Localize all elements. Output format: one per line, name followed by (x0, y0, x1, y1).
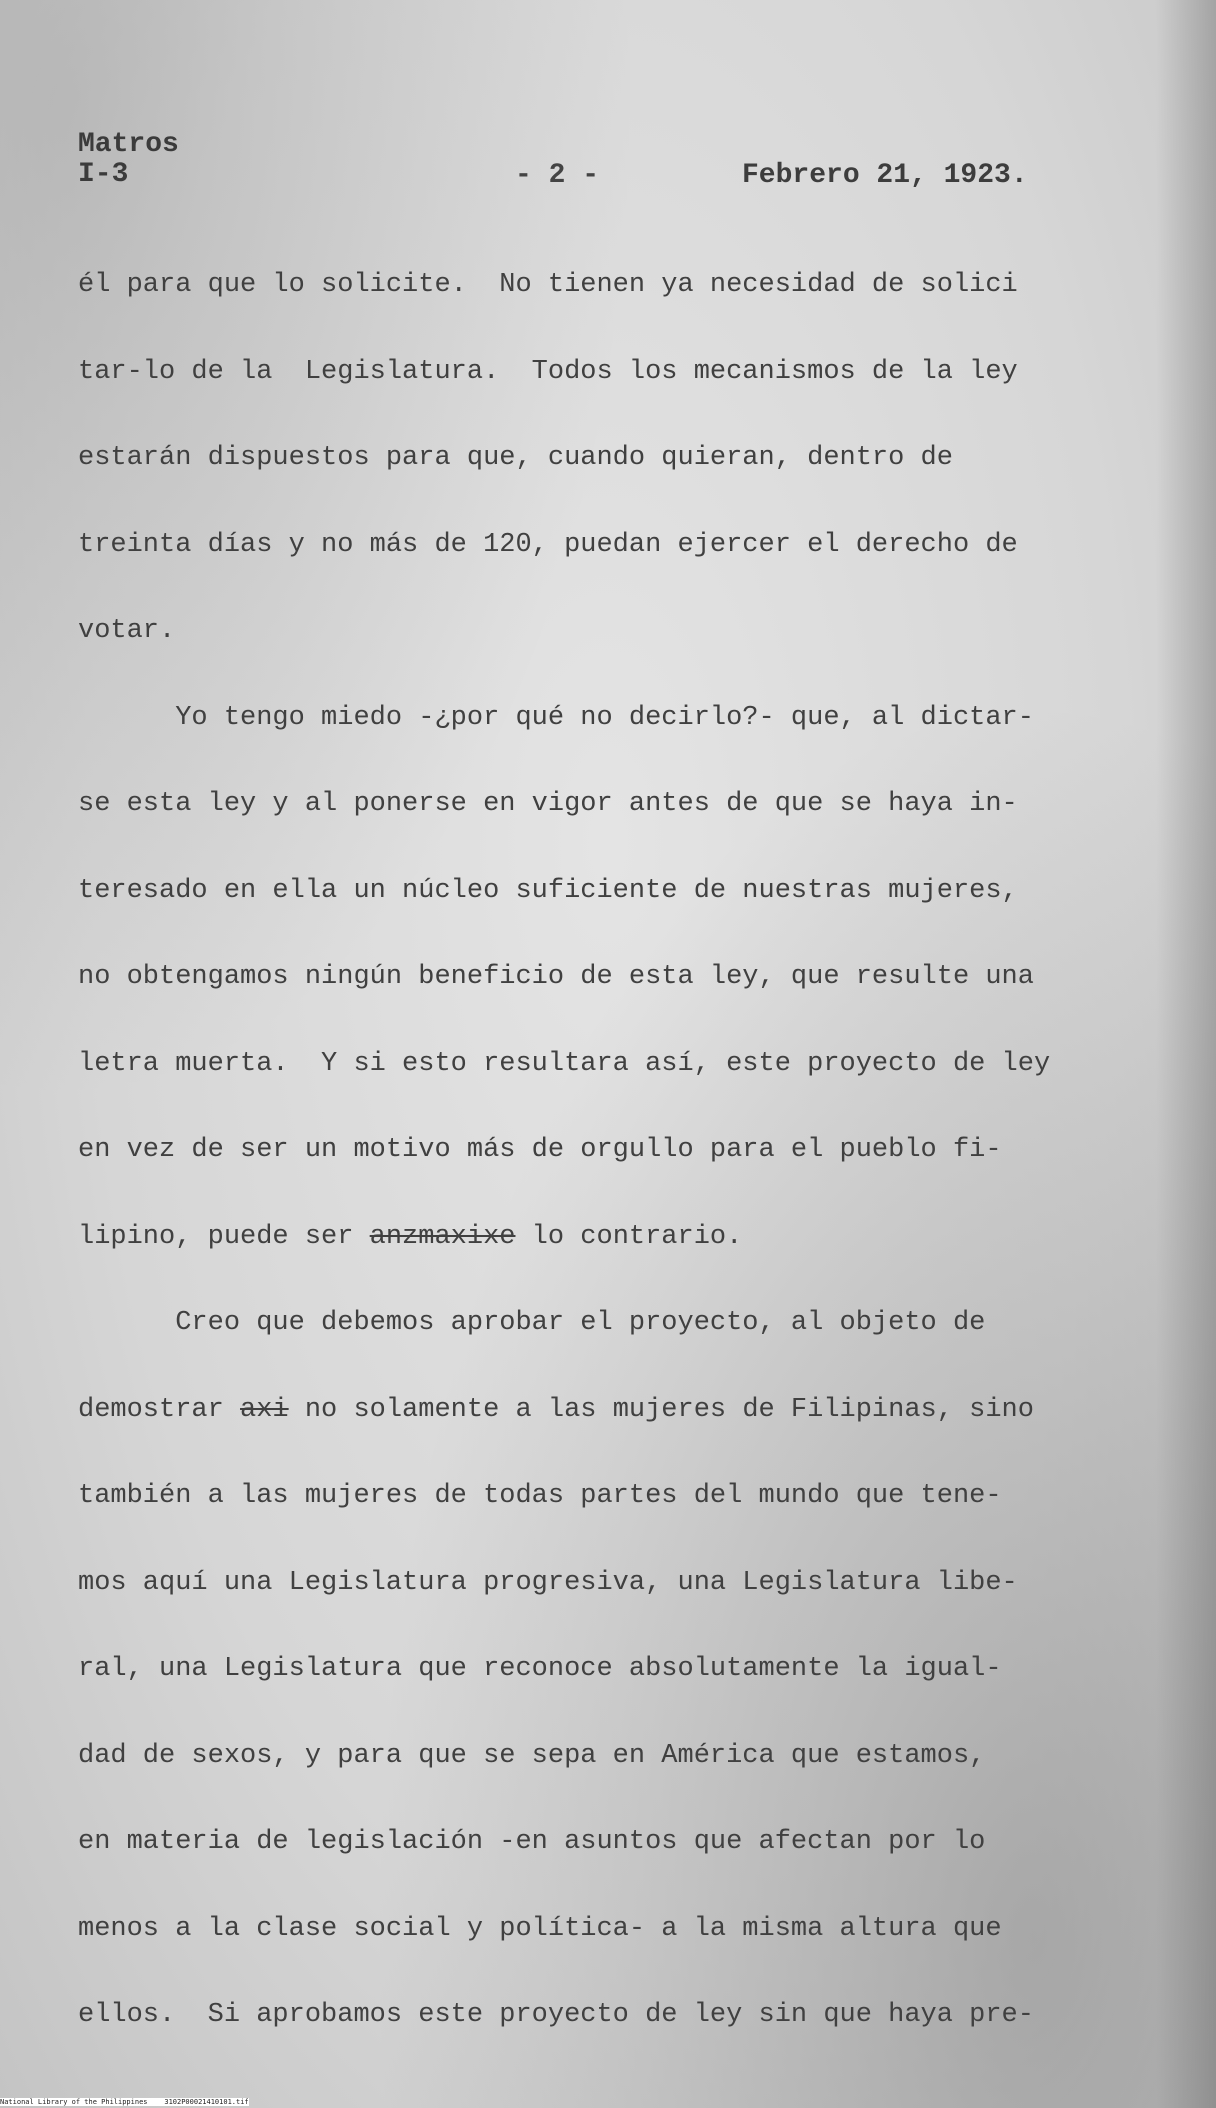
header-ref: I-3 (78, 159, 129, 190)
text-line: dad de sexos, y para que se sepa en América que estamos, (78, 1740, 986, 1771)
text-line: también a las mujeres de todas partes del mundo que tene- (78, 1481, 1002, 1511)
text-line: tar-lo de la Legislatura. Todos los mecanismos de la ley (78, 356, 1018, 387)
text-line: treinta días y no más de 120, puedan ejercer el derecho de (78, 529, 1018, 560)
text-line-struck (78, 1222, 1118, 1309)
struck-text: anzmaxixe (369, 1221, 516, 1252)
body-text (78, 270, 1118, 2087)
text-line: estarán dispuestos para que, cuando quieran, dentro de (78, 443, 953, 473)
text-line: ellos. Si aprobamos este proyecto de ley sin que haya pre- (78, 2000, 1034, 2030)
struck-text: axi (240, 1394, 289, 1425)
text-line: ral, una Legislatura que reconoce absolutamente la igual- (78, 1654, 1002, 1684)
text-line: en vez de ser un motivo más de orgullo para el pueblo fi- (78, 1135, 1002, 1165)
text-line: votar. (78, 616, 176, 646)
text-line: Yo tengo miedo -¿por qué no decirlo?- que, al dictar- (78, 702, 1034, 733)
page-number: - 2 - (515, 160, 600, 191)
text-line: en materia de legislación -en asuntos que afectan por lo (78, 1827, 986, 1857)
header-date: Febrero 21, 1923. (742, 160, 1028, 191)
text-line: se esta ley y al ponerse en vigor antes de que se haya in- (78, 789, 1018, 819)
header-reference (78, 130, 179, 190)
text-line: menos a la clase social y política- a la misma altura que (78, 1913, 1002, 1944)
text-line: mos aquí una Legislatura progresiva, una Legislatura libe- (78, 1567, 1018, 1598)
text-fragment: no solamente a las mujeres de Filipinas, sino (288, 1394, 1034, 1425)
text-fragment: lipino, puede ser (78, 1221, 354, 1252)
text-line: no obtengamos ningún beneficio de esta ley, que resulte una (78, 962, 1034, 992)
text-fragment: lo contrario. (515, 1221, 743, 1252)
text-fragment: demostrar (78, 1394, 224, 1425)
text-line: Creo que debemos aprobar el proyecto, al objeto de (78, 1308, 986, 1338)
header-name: Matros (78, 129, 179, 160)
text-line-struck (78, 1395, 1118, 1482)
page-edge-shadow (1156, 0, 1216, 2108)
text-line: él para que lo solicite. No tienen ya necesidad de solici (78, 270, 1018, 300)
archive-footer: National Library of the Philippines 3102P00021410101.tif (0, 2098, 249, 2106)
text-line: teresado en ella un núcleo suficiente de nuestras mujeres, (78, 875, 1018, 906)
text-line: letra muerta. Y si esto resultara así, este proyecto de ley (78, 1048, 1051, 1079)
